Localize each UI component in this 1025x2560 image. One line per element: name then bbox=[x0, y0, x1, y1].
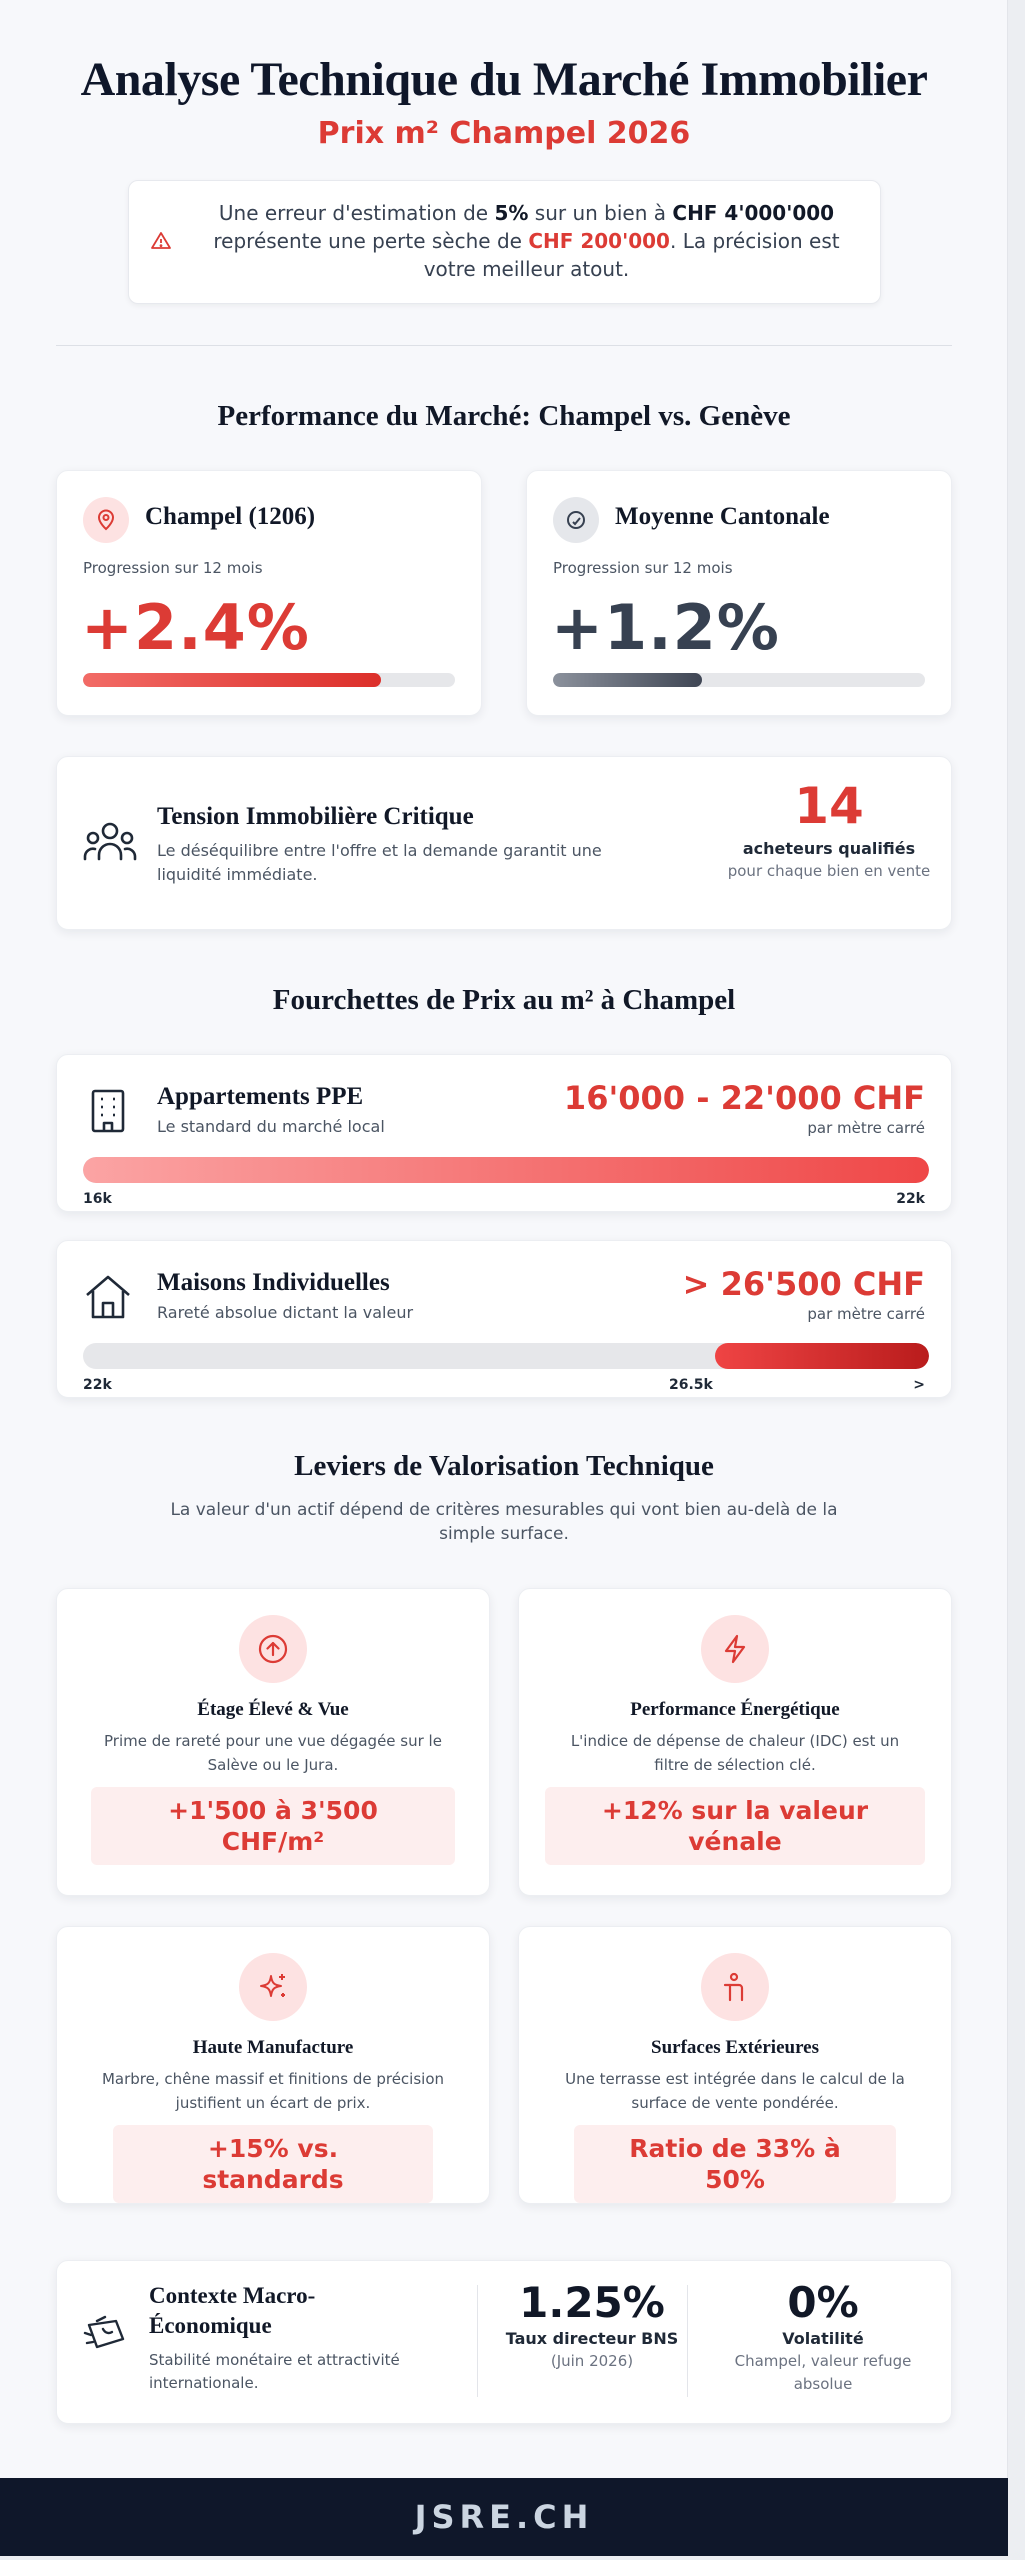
lever-title: Haute Manufacture bbox=[192, 2037, 354, 2058]
lever-description: Marbre, chêne massif et finitions de précision justifient un écart de prix. bbox=[101, 2070, 445, 2112]
stat-label: Taux directeur BNS bbox=[505, 2329, 679, 2348]
lever-title: Étage Élevé & Vue bbox=[197, 1699, 349, 1720]
range-bar bbox=[83, 1157, 929, 1183]
stat-value: 1.25% bbox=[519, 2278, 665, 2327]
loss-amount: CHF 200'000 bbox=[528, 229, 670, 253]
lever-value: Ratio de 33% à 50% bbox=[574, 2125, 896, 2203]
progress-track bbox=[83, 673, 455, 687]
stat-label: Volatilité bbox=[782, 2329, 864, 2348]
users-group-icon bbox=[83, 819, 137, 865]
range-price: > 26'500 CHF bbox=[682, 1265, 925, 1303]
levers-section-subtitle: La valeur d'un actif dépend de critères mesurables qui vont bien au-delà de la simple surface. bbox=[170, 1500, 838, 1544]
lever-description: Une terrasse est intégrée dans le calcul de la surface de vente pondérée. bbox=[565, 2070, 905, 2112]
money-flow-icon bbox=[83, 2313, 129, 2359]
macro-divider bbox=[477, 2285, 478, 2397]
tick-right: 22k bbox=[896, 1191, 925, 1207]
lever-title: Surfaces Extérieures bbox=[651, 2037, 819, 2058]
buyers-count: 14 bbox=[794, 777, 864, 835]
sparkles-icon bbox=[239, 1953, 307, 2021]
range-bar bbox=[83, 1343, 929, 1369]
tension-title: Tension Immobilière Critique bbox=[157, 803, 474, 830]
performance-card-champel bbox=[56, 470, 482, 716]
alert-message: Une erreur d'estimation de 5% sur un bien à CHF 4'000'000 représente une perte sèche de CHF 200'000. La précision est votre meilleur atout. bbox=[213, 201, 840, 281]
map-pin-icon bbox=[83, 497, 129, 543]
range-bar-fill bbox=[83, 1157, 929, 1183]
progress-fill bbox=[553, 673, 702, 687]
macro-description: Stabilité monétaire et attractivité internationale. bbox=[149, 2351, 400, 2392]
range-price: 16'000 - 22'000 CHF bbox=[563, 1079, 925, 1117]
card-label: Progression sur 12 mois bbox=[553, 559, 733, 577]
building-icon bbox=[83, 1085, 133, 1135]
card-value: +1.2% bbox=[551, 591, 780, 664]
tension-card bbox=[56, 756, 952, 930]
buyers-label: acheteurs qualifiés bbox=[742, 839, 916, 858]
buyers-sub: pour chaque bien en vente bbox=[727, 862, 931, 880]
range-bar-fill bbox=[715, 1343, 929, 1369]
range-title: Appartements PPE bbox=[157, 1083, 364, 1110]
lever-value: +15% vs. standards bbox=[113, 2125, 433, 2203]
progress-fill bbox=[83, 673, 381, 687]
tick-mid: 26.5k bbox=[669, 1377, 713, 1393]
price-range-card-apartments bbox=[56, 1054, 952, 1212]
card-value: +2.4% bbox=[81, 591, 310, 664]
card-name: Moyenne Cantonale bbox=[615, 503, 830, 530]
macro-stat-volatility bbox=[717, 2279, 929, 2396]
performance-section-title: Performance du Marché: Champel vs. Genève bbox=[217, 400, 791, 432]
person-terrace-icon bbox=[701, 1953, 769, 2021]
stat-value: 0% bbox=[787, 2278, 859, 2327]
gauge-icon bbox=[553, 497, 599, 543]
arrow-up-circle-icon bbox=[239, 1615, 307, 1683]
page-subtitle: Prix m² Champel 2026 bbox=[317, 116, 691, 151]
lever-description: L'indice de dépense de chaleur (IDC) est un filtre de sélection clé. bbox=[570, 1732, 900, 1774]
warning-triangle-icon bbox=[149, 229, 173, 253]
error-percentage: 5% bbox=[494, 201, 529, 225]
divider bbox=[56, 345, 952, 346]
macro-card bbox=[56, 2260, 952, 2424]
card-label: Progression sur 12 mois bbox=[83, 559, 263, 577]
lever-card-craftsmanship bbox=[56, 1926, 490, 2204]
tick-right: > bbox=[913, 1377, 925, 1393]
stat-sub: (Juin 2026) bbox=[550, 2352, 634, 2370]
lever-card-floor-view bbox=[56, 1588, 490, 1896]
warning-alert bbox=[128, 180, 881, 304]
range-subtitle: Rareté absolue dictant la valeur bbox=[157, 1303, 414, 1322]
card-name: Champel (1206) bbox=[145, 503, 316, 530]
range-title: Maisons Individuelles bbox=[157, 1269, 390, 1296]
footer-brand: JSRE.CH bbox=[0, 2478, 1008, 2556]
progress-track bbox=[553, 673, 925, 687]
property-value: CHF 4'000'000 bbox=[672, 201, 835, 225]
levers-section-title: Leviers de Valorisation Technique bbox=[294, 1450, 714, 1482]
tension-stat bbox=[719, 777, 939, 882]
lever-card-outdoor bbox=[518, 1926, 952, 2204]
page-title: Analyse Technique du Marché Immobilier bbox=[80, 53, 928, 106]
lever-card-energy bbox=[518, 1588, 952, 1896]
range-unit: par mètre carré bbox=[807, 1305, 925, 1323]
lever-value: +1'500 à 3'500 CHF/m² bbox=[91, 1787, 455, 1865]
macro-title: Contexte Macro-Économique bbox=[149, 2283, 316, 2338]
lever-description: Prime de rareté pour une vue dégagée sur le Salève ou le Jura. bbox=[104, 1732, 442, 1774]
house-icon bbox=[83, 1271, 133, 1321]
price-range-card-houses bbox=[56, 1240, 952, 1398]
tension-description: Le déséquilibre entre l'offre et la demande garantit une liquidité immédiate. bbox=[157, 841, 602, 884]
tick-left: 22k bbox=[83, 1377, 112, 1393]
tick-left: 16k bbox=[83, 1191, 112, 1207]
stat-sub: Champel, valeur refuge absolue bbox=[734, 2352, 912, 2393]
lever-title: Performance Énergétique bbox=[630, 1699, 840, 1720]
price-ranges-section-title: Fourchettes de Prix au m² à Champel bbox=[272, 984, 736, 1016]
macro-stat-rate bbox=[503, 2279, 681, 2373]
macro-divider bbox=[687, 2285, 688, 2397]
lever-value: +12% sur la valeur vénale bbox=[545, 1787, 925, 1865]
range-unit: par mètre carré bbox=[807, 1119, 925, 1137]
performance-card-canton bbox=[526, 470, 952, 716]
range-subtitle: Le standard du marché local bbox=[157, 1117, 385, 1136]
lightning-icon bbox=[701, 1615, 769, 1683]
